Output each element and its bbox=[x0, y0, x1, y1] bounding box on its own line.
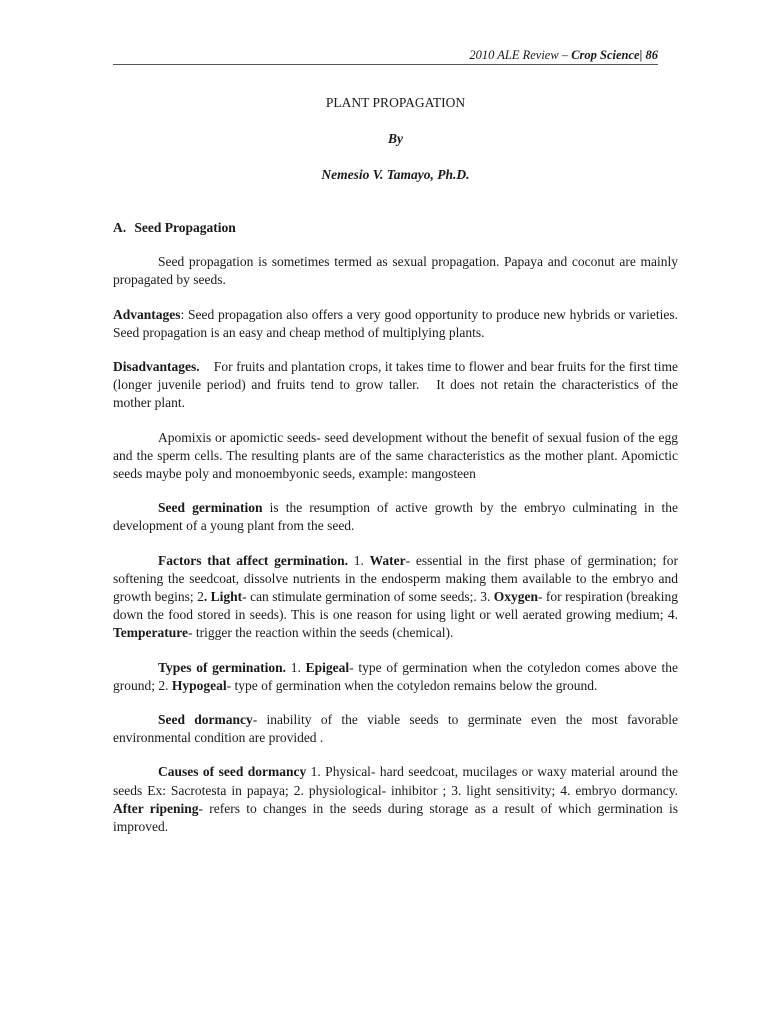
paragraph-causes bbox=[113, 763, 678, 836]
types-label: Types of germination. bbox=[158, 659, 287, 675]
light-label: . Light bbox=[203, 589, 243, 605]
causes-text-1: 1. Physical- hard seedcoat, mucilages or waxy material around the seeds Ex: Sacrotesta in papaya; 2. physiological- inhibitor ; 3. light sensitivity; 4. embryo dormancy. bbox=[113, 764, 678, 798]
header-section: Crop Science bbox=[571, 48, 640, 62]
temperature-label: Temperature bbox=[113, 625, 188, 641]
dormancy-label: Seed dormancy bbox=[158, 712, 253, 728]
document-body bbox=[113, 219, 682, 852]
apomixis-text: Apomixis or apomictic seeds- seed development without the benefit of sexual fusion of the egg and the sperm cells. The resulting plants are of the same characteristics as the mother plant. Apomictic seeds maybe poly and monoembyonic seeds, example: mangosteen bbox=[113, 429, 678, 482]
hypogeal-label: Hypogeal bbox=[171, 677, 227, 693]
types-text-1: 1. bbox=[286, 659, 306, 675]
header-review-label: 2010 ALE Review – bbox=[469, 48, 572, 62]
author-name: Nemesio V. Tamayo, Ph.D. bbox=[321, 167, 470, 182]
oxygen-label: Oxygen bbox=[493, 589, 539, 605]
factors-text-1: 1. bbox=[348, 552, 370, 568]
advantages-text: : Seed propagation also offers a very good opportunity to produce new hybrids or varieties. Seed propagation is an easy and cheap method of multiplying plants. bbox=[113, 306, 678, 340]
header-separator: | bbox=[639, 48, 646, 62]
factors-text-3: - can stimulate germination of some seeds;. 3. bbox=[242, 589, 494, 605]
causes-text-2: - refers to changes in the seeds during storage as a result of which germination is improved. bbox=[113, 800, 678, 835]
advantages-label: Advantages bbox=[113, 306, 181, 322]
paragraph-disadvantages bbox=[113, 358, 682, 413]
paragraph-germination bbox=[113, 499, 678, 535]
paragraph-advantages bbox=[113, 306, 678, 342]
section-title: Seed Propagation bbox=[134, 220, 236, 235]
paragraph-apomixis bbox=[113, 429, 678, 484]
running-header bbox=[113, 46, 658, 64]
header-rule bbox=[113, 64, 658, 65]
factors-text-4: - for respiration (breaking down the food stored in seeds). This is one reason for using light or well aerated growing medium; 4. bbox=[113, 589, 678, 623]
document-title: PLANT PROPAGATION bbox=[325, 95, 466, 110]
disadvantages-text: For fruits and plantation crops, it takes time to flower and bear fruits for the first time (longer juvenile period) and fruits tend to grow taller. It does not retain the characteristics of the mother plant. bbox=[113, 359, 682, 411]
intro-text: Seed propagation is sometimes termed as sexual propagation. Papaya and coconut are mainly propagated by seeds. bbox=[113, 254, 678, 288]
page-number: 86 bbox=[645, 48, 658, 62]
germination-label: Seed germination bbox=[158, 500, 263, 516]
paragraph-types bbox=[113, 659, 678, 695]
paragraph-dormancy bbox=[113, 711, 678, 747]
types-text-3: - type of germination when the cotyledon remains below the ground. bbox=[226, 677, 598, 693]
factors-text-5: - trigger the reaction within the seeds (chemical). bbox=[188, 625, 454, 641]
after-ripening-label: After ripening bbox=[113, 800, 199, 816]
causes-label: Causes of seed dormancy bbox=[158, 764, 307, 780]
section-number: A. bbox=[113, 220, 127, 235]
paragraph-factors bbox=[113, 552, 678, 643]
dormancy-text: - inability of the viable seeds to germinate even the most favorable environmental condition are provided . bbox=[113, 712, 678, 746]
epigeal-label: Epigeal bbox=[305, 659, 350, 675]
disadvantages-label: Disadvantages. bbox=[113, 359, 200, 375]
factors-text-2: - essential in the first phase of germination; for softening the seedcoat, dissolve nutrients in the endosperm making them available to the embryo and growth begins; 2 bbox=[113, 552, 678, 605]
types-text-2: - type of germination when the cotyledon comes above the ground; 2. bbox=[113, 659, 678, 693]
section-heading bbox=[113, 219, 678, 237]
germination-text: is the resumption of active growth by the embryo culminating in the development of a young plant from the seed. bbox=[113, 500, 678, 534]
factors-label: Factors that affect germination. bbox=[158, 552, 349, 568]
water-label: Water bbox=[369, 552, 406, 568]
paragraph-intro bbox=[113, 253, 678, 289]
byline-label: By bbox=[388, 131, 403, 146]
